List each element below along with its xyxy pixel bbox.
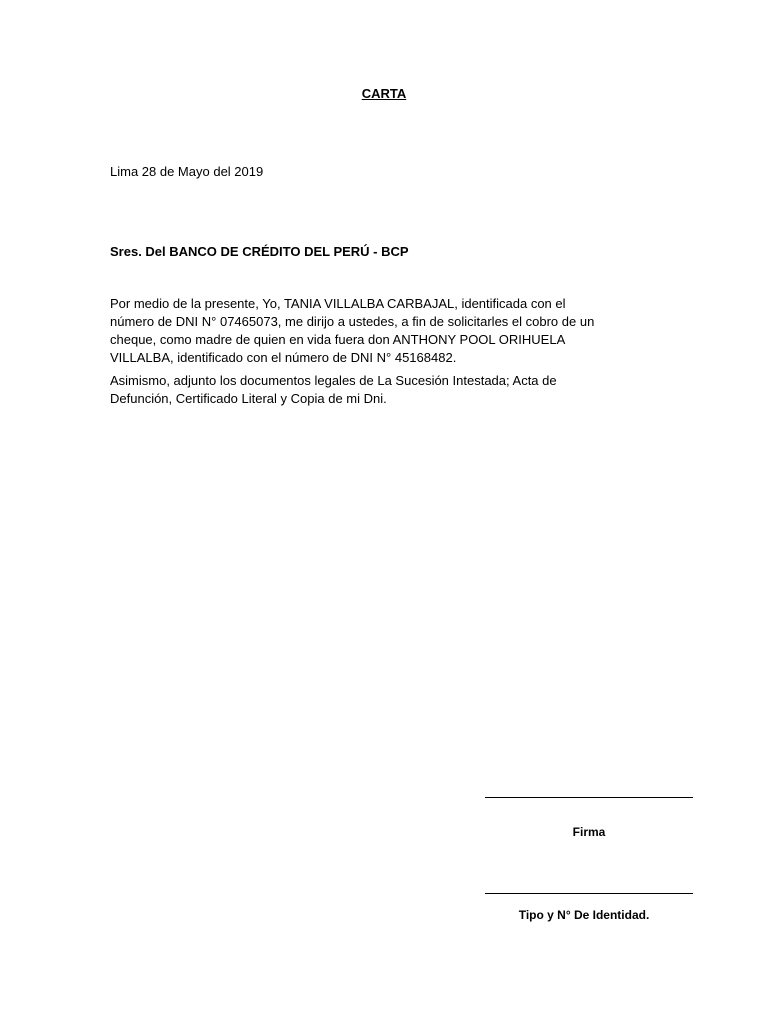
letter-paragraph-2: Asimismo, adjunto los documentos legales de La Sucesión Intestada; Acta de Defunción, Certificado Literal y Copia de mi Dni.	[110, 373, 557, 406]
identity-line	[485, 893, 693, 894]
signature-label: Firma	[572, 825, 606, 839]
letter-paragraph-1: Por medio de la presente, Yo, TANIA VILLALBA CARBAJAL, identificada con el número de DNI N° 07465073, me dirijo a ustedes, a fin de solicitarles el cobro de un cheque, como madre de quien en vida fuera don ANTHONY POOL ORIHUELA VILLALBA, identificado con el número de DNI N° 45168482.	[110, 296, 595, 365]
letter-recipient: Sres. Del BANCO DE CRÉDITO DEL PERÚ - BCP	[110, 244, 409, 259]
letter-date: Lima 28 de Mayo del 2019	[110, 164, 264, 179]
letter-title: CARTA	[361, 86, 407, 101]
signature-line	[485, 797, 693, 798]
identity-label: Tipo y N° De Identidad.	[518, 908, 650, 922]
